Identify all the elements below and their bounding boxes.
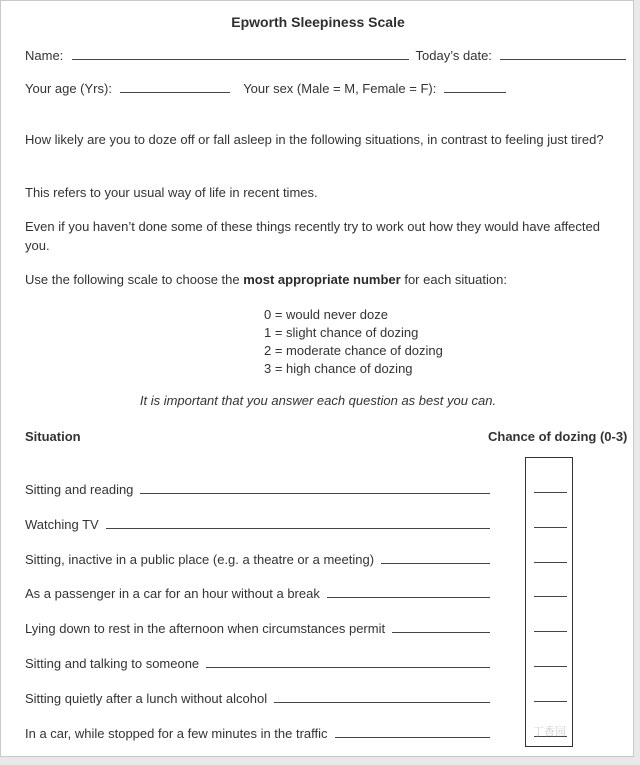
watermark-logo: 丁香园 — [533, 726, 566, 738]
situation-label: Sitting and talking to someone — [25, 656, 200, 671]
score-field[interactable] — [534, 631, 567, 632]
instruction-scale-pre: Use the following scale to choose the — [25, 272, 244, 287]
situation-row — [25, 654, 490, 671]
situation-row — [25, 480, 490, 497]
situation-row — [25, 619, 490, 636]
situation-header: Situation — [25, 429, 81, 444]
scale-item: 1 = slight chance of dozing — [264, 325, 419, 340]
form-title: Epworth Sleepiness Scale — [231, 14, 405, 30]
situation-label: Lying down to rest in the afternoon when circumstances permit — [25, 621, 386, 636]
name-field[interactable] — [72, 47, 409, 60]
situation-row — [25, 724, 490, 741]
scale-item: 0 = would never doze — [264, 307, 388, 322]
instruction-recently: Even if you haven’t done some of these things recently try to work out how they would have affected you. — [25, 219, 600, 253]
situation-leader-line — [106, 528, 490, 529]
age-sex-row — [25, 80, 506, 96]
sex-field[interactable] — [444, 80, 506, 93]
situation-label: Watching TV — [25, 517, 99, 532]
situation-leader-line — [274, 702, 490, 703]
scale-item: 2 = moderate chance of dozing — [264, 343, 443, 358]
name-date-row — [25, 47, 626, 63]
situation-row — [25, 689, 490, 706]
situation-leader-line — [206, 667, 490, 668]
scale-list — [264, 306, 443, 378]
score-field[interactable] — [534, 562, 567, 563]
chance-header: Chance of dozing (0-3) — [488, 429, 628, 444]
name-label: Name: — [25, 48, 64, 63]
score-column-box — [525, 457, 573, 747]
instruction-usual: This refers to your usual way of life in recent times. — [25, 185, 318, 200]
situation-leader-line — [335, 737, 490, 738]
situation-leader-line — [140, 493, 490, 494]
situation-row — [25, 515, 490, 532]
situation-row — [25, 584, 490, 601]
situation-leader-line — [327, 597, 490, 598]
situation-label: Sitting and reading — [25, 482, 134, 497]
situation-row — [25, 550, 490, 567]
instruction-scale-bold: most appropriate number — [243, 272, 401, 287]
situation-label: Sitting, inactive in a public place (e.g. a theatre or a meeting) — [25, 552, 375, 567]
age-field[interactable] — [120, 80, 230, 93]
date-label: Today’s date: — [415, 48, 492, 63]
date-field[interactable] — [500, 47, 626, 60]
situation-label: Sitting quietly after a lunch without alcohol — [25, 691, 268, 706]
score-field[interactable] — [534, 666, 567, 667]
score-field[interactable] — [534, 527, 567, 528]
scale-item: 3 = high chance of dozing — [264, 361, 413, 376]
score-field[interactable] — [534, 492, 567, 493]
instruction-likely: How likely are you to doze off or fall asleep in the following situations, in contrast to feeling just tired? — [25, 132, 604, 147]
score-field[interactable] — [534, 596, 567, 597]
age-label: Your age (Yrs): — [25, 81, 112, 96]
situation-leader-line — [381, 563, 490, 564]
score-field[interactable] — [534, 701, 567, 702]
instruction-scale-post: for each situation: — [400, 272, 507, 287]
sex-label: Your sex (Male = M, Female = F): — [243, 81, 437, 96]
instruction-scale — [25, 270, 615, 289]
situation-leader-line — [392, 632, 490, 633]
situation-label: In a car, while stopped for a few minutes in the traffic — [25, 726, 328, 741]
situation-label: As a passenger in a car for an hour without a break — [25, 586, 320, 601]
importance-note: It is important that you answer each question as best you can. — [139, 393, 497, 408]
